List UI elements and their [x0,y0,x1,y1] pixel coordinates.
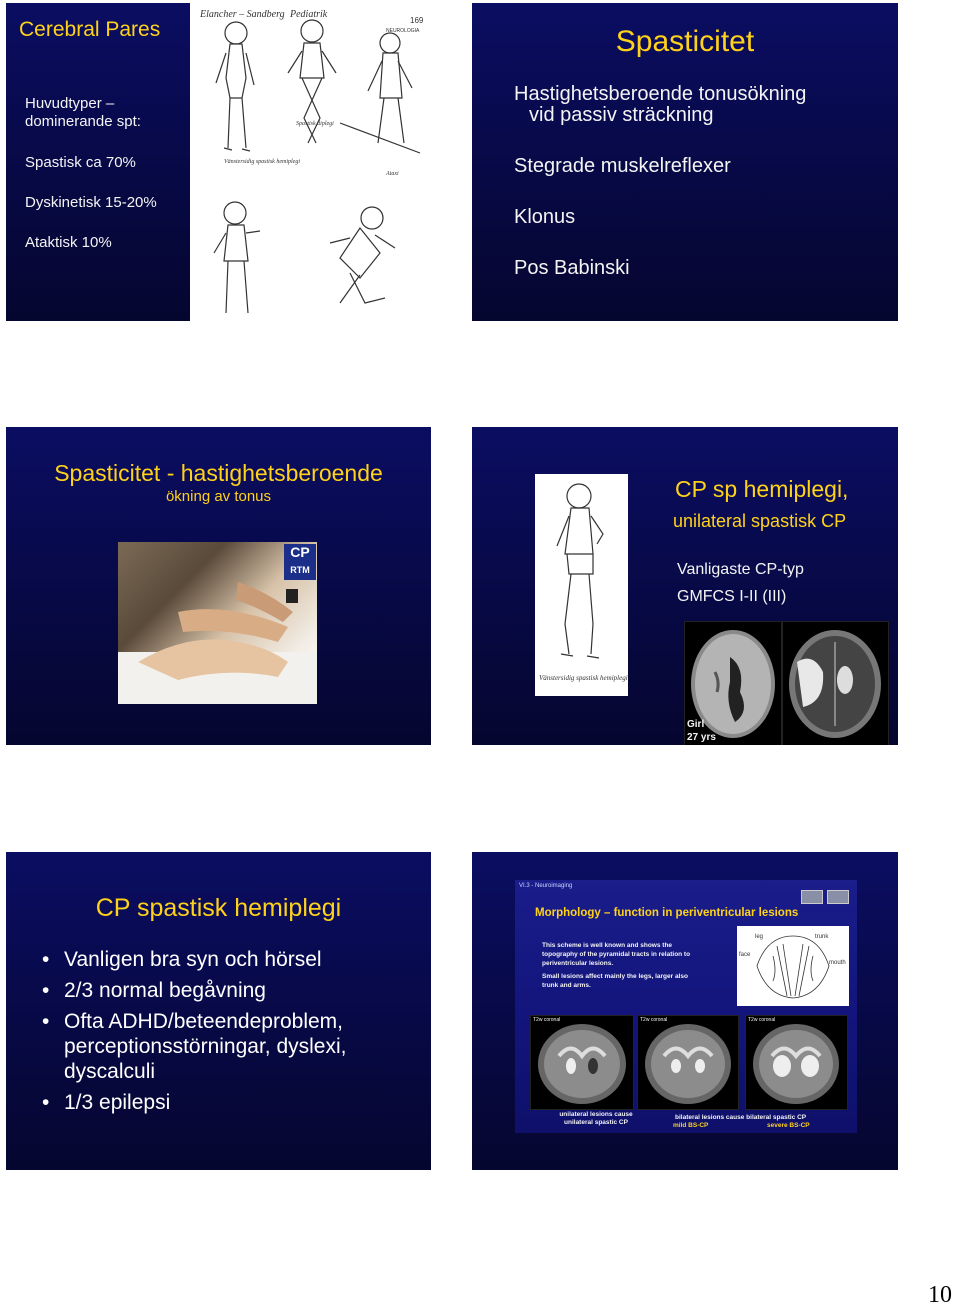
slide-spasticitet [472,3,898,321]
diagram-label: face [739,952,751,958]
slide-item: Hastighetsberoende tonusökning [514,83,807,105]
pyramidal-tract-diagram [737,926,849,1006]
scan-label: 27 yrs [687,732,716,743]
sketch-label: 169 [410,16,424,25]
sketch-label: Vänstersidig spastisk hemiplegi [224,159,300,165]
mri-coronal-2 [637,1015,739,1110]
inner-panel [515,880,857,1133]
panel-title: Morphology – function in periventricular lesions [535,907,799,919]
slide-line: Ataktisk 10% [25,234,112,251]
logo-text: RTM [290,565,310,575]
diagram-label: leg [755,934,764,940]
slide-item: Klonus [514,206,576,228]
slide-title: CP sp hemiplegi, [675,476,849,502]
panel-text: Small lesions affect mainly the legs, larger also trunk and arms. [542,973,688,989]
sketch-caption: Vänstersidig spastisk hemiplegi [539,674,628,682]
diagram-label: mouth [829,960,846,966]
sketch-drawing [190,3,431,321]
bullet-item: • Ofta ADHD/beteendeproblem, perceptionsstörningar, dyslexi, dyscalculi [42,1009,372,1084]
mri-label: T2w coronal [748,1017,776,1023]
slide-title: Spasticitet [615,25,755,58]
sketch-label: Ataxi [386,171,399,177]
scan-label: Girl [687,719,705,730]
page-number: 10 [928,1282,952,1308]
slide-line: Spastisk ca 70% [25,154,136,171]
slide-cp-hemiplegi [472,427,898,745]
slide-neuroimaging [472,852,898,1170]
slide-line: Dyskinetisk 15-20% [25,194,157,211]
slide-cerebral-pares [6,3,431,321]
mri-scan-drawing [783,622,888,745]
slide-item: Pos Babinski [514,257,630,279]
bullet-item: • 1/3 epilepsi [42,1090,372,1115]
mri-coronal-3 [745,1015,848,1110]
caption-line: unilateral spastic CP [564,1119,628,1126]
caption-right: bilateral lesions cause bilateral spastic CP [675,1114,807,1121]
cp-logo [284,544,316,580]
sketch-label: Pediatrik [290,9,328,20]
slide-item: vid passiv sträckning [529,104,714,126]
slide-title: Spasticitet - hastighetsberoende [54,460,383,486]
slide-item: Stegrade muskelreflexer [514,155,731,177]
diagram-label: trunk [815,934,829,940]
section-label: VI.3 - Neuroimaging [519,883,573,889]
sketch-label: Elancher – Sandberg [200,9,285,20]
caption-severe: severe BS-CP [767,1122,810,1129]
slide-cp-spastisk-hemiplegi [6,852,431,1170]
slide-spasticitet-hastighet [6,427,431,745]
sketch-label: Spastisk diplegi [296,121,334,127]
bullet-item: • Vanligen bra syn och hörsel [42,947,372,972]
slide-subtitle: ökning av tonus [165,488,272,505]
mri-scan-image [782,621,889,745]
slide-subtitle: unilateral spastisk CP [673,511,847,531]
examination-photo [118,542,317,704]
nav-back-button[interactable] [801,890,823,904]
mri-drawing [746,1016,847,1109]
cp-sketch-image [190,3,431,321]
mri-coronal-1 [530,1015,634,1110]
caption-line: unilateral lesions cause [559,1111,633,1118]
slide-title: Cerebral Pares [19,18,161,41]
diagram-drawing [737,926,849,1006]
sketch-label: NEUROLOGIA [386,28,420,34]
mri-drawing [531,1016,633,1109]
hemiplegi-sketch [535,474,628,696]
slide-title: CP spastisk hemiplegi [95,894,342,922]
bullet-item: • 2/3 normal begåvning [42,978,372,1003]
bullet-list [42,947,372,1121]
logo-text: CP [290,544,310,560]
slide-line: Vanligaste CP-typ [677,561,804,578]
mri-label: T2w coronal [533,1017,561,1023]
panel-text: This scheme is well known and shows the topography of the pyramidal tracts in relation to periventricular lesions. [542,942,691,967]
mri-drawing [638,1016,738,1109]
mri-label: T2w coronal [640,1017,668,1023]
slide-line: Huvudtyper – [25,95,115,112]
slide-line: dominerande spt: [25,113,141,130]
sketch-drawing [535,474,628,696]
slide-line: GMFCS I-II (III) [677,588,787,605]
caption-left [553,1111,639,1127]
caption-mild: mild BS-CP [673,1122,709,1129]
nav-forward-button[interactable] [827,890,849,904]
